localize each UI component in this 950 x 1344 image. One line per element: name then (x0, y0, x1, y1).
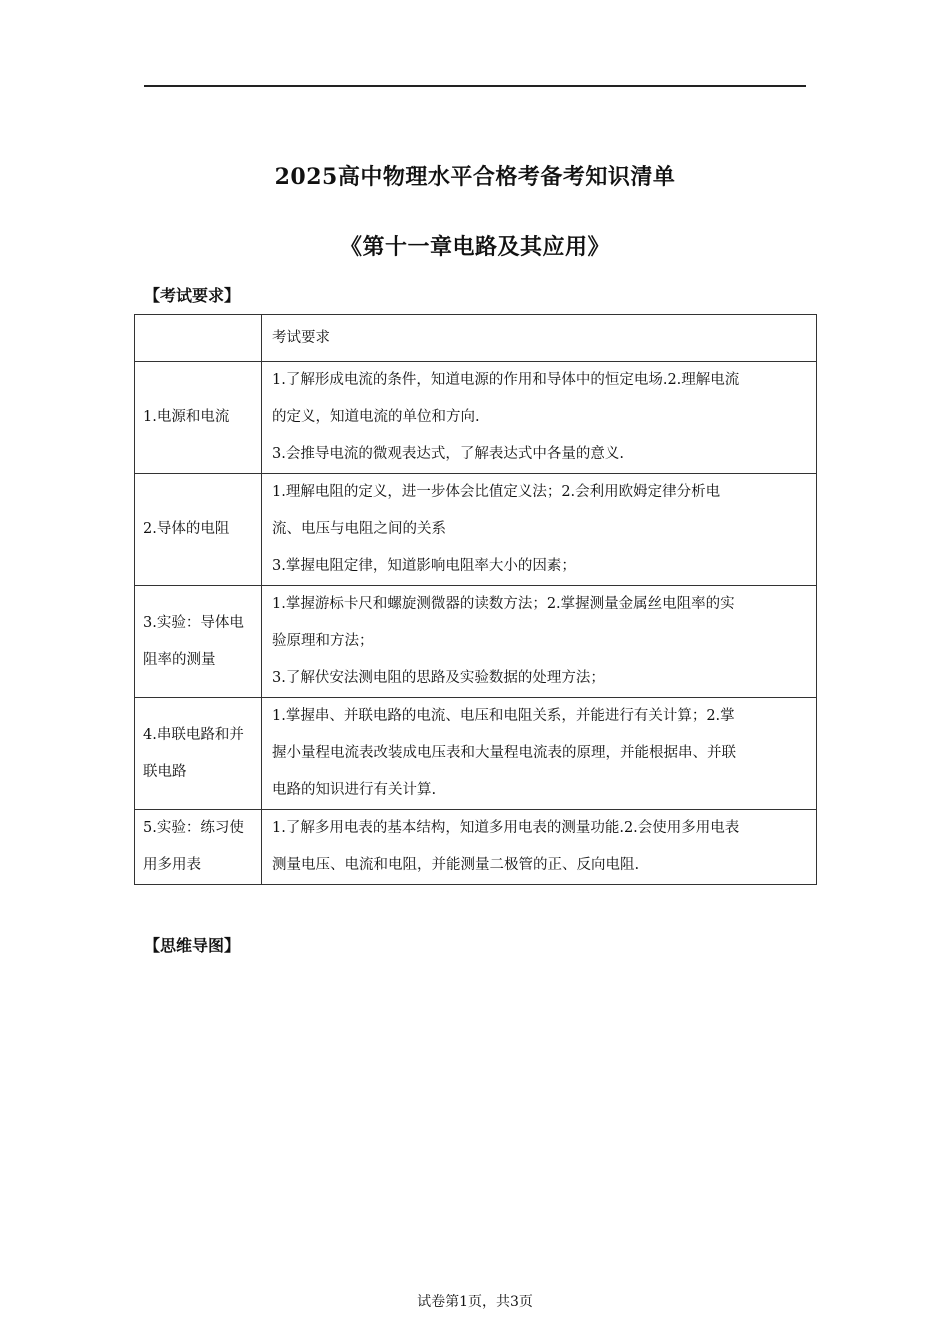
requirement-line: 3.了解伏安法测电阻的思路及实验数据的处理方法； (272, 670, 605, 686)
requirement-cell (262, 474, 817, 586)
requirement-line: 电路的知识进行有关计算. (272, 782, 437, 798)
requirements-table (134, 314, 817, 885)
table-row (135, 698, 817, 810)
requirement-line: 流、电压与电阻之间的关系 (272, 521, 446, 537)
requirement-line: 1.了解多用电表的基本结构，知道多用电表的测量功能.2.会使用多用电表 (272, 820, 740, 836)
requirement-line: 3.会推导电流的微观表达式，了解表达式中各量的意义. (272, 446, 624, 462)
requirement-line: 握小量程电流表改装成电压表和大量程电流表的原理，并能根据串、并联 (272, 745, 736, 761)
table-row (135, 586, 817, 698)
topic-cell: 2.导体的电阻 (135, 474, 262, 586)
requirement-line: 1.掌握串、并联电路的电流、电压和电阻关系，并能进行有关计算；2.掌 (272, 708, 735, 724)
requirement-line: 1.理解电阻的定义，进一步体会比值定义法；2.会利用欧姆定律分析电 (272, 484, 721, 500)
topic-cell: 4.串联电路和并联电路 (135, 698, 262, 810)
requirement-cell (262, 586, 817, 698)
table-row (135, 362, 817, 474)
table-header-row (135, 315, 817, 362)
topic-cell: 3.实验：导体电阻率的测量 (135, 586, 262, 698)
chapter-subtitle: 《第十一章电路及其应用》 (339, 234, 610, 260)
page-footer: 试卷第1页，共3页 (417, 1294, 533, 1310)
section-heading-mindmap: 【思维导图】 (144, 936, 241, 955)
section-heading-exam: 【考试要求】 (144, 286, 241, 305)
requirement-line: 1.了解形成电流的条件，知道电源的作用和导体中的恒定电场.2.理解电流 (272, 372, 740, 388)
requirement-line: 测量电压、电流和电阻，并能测量二极管的正、反向电阻. (272, 857, 640, 873)
requirement-cell (262, 698, 817, 810)
page-title: 2025高中物理水平合格考备考知识清单 (274, 164, 676, 190)
header-cell-requirement: 考试要求 (262, 315, 817, 362)
table-row (135, 474, 817, 586)
requirement-line: 3.掌握电阻定律，知道影响电阻率大小的因素； (272, 558, 576, 574)
table-row (135, 810, 817, 885)
topic-cell: 1.电源和电流 (135, 362, 262, 474)
requirement-line: 验原理和方法； (272, 633, 374, 649)
topic-cell: 5.实验：练习使用多用表 (135, 810, 262, 885)
header-cell-topic (135, 315, 262, 362)
requirement-line: 的定义，知道电流的单位和方向. (272, 409, 480, 425)
requirement-cell (262, 810, 817, 885)
requirement-line: 1.掌握游标卡尺和螺旋测微器的读数方法；2.掌握测量金属丝电阻率的实 (272, 596, 735, 612)
requirement-cell (262, 362, 817, 474)
header-rule (144, 85, 806, 87)
